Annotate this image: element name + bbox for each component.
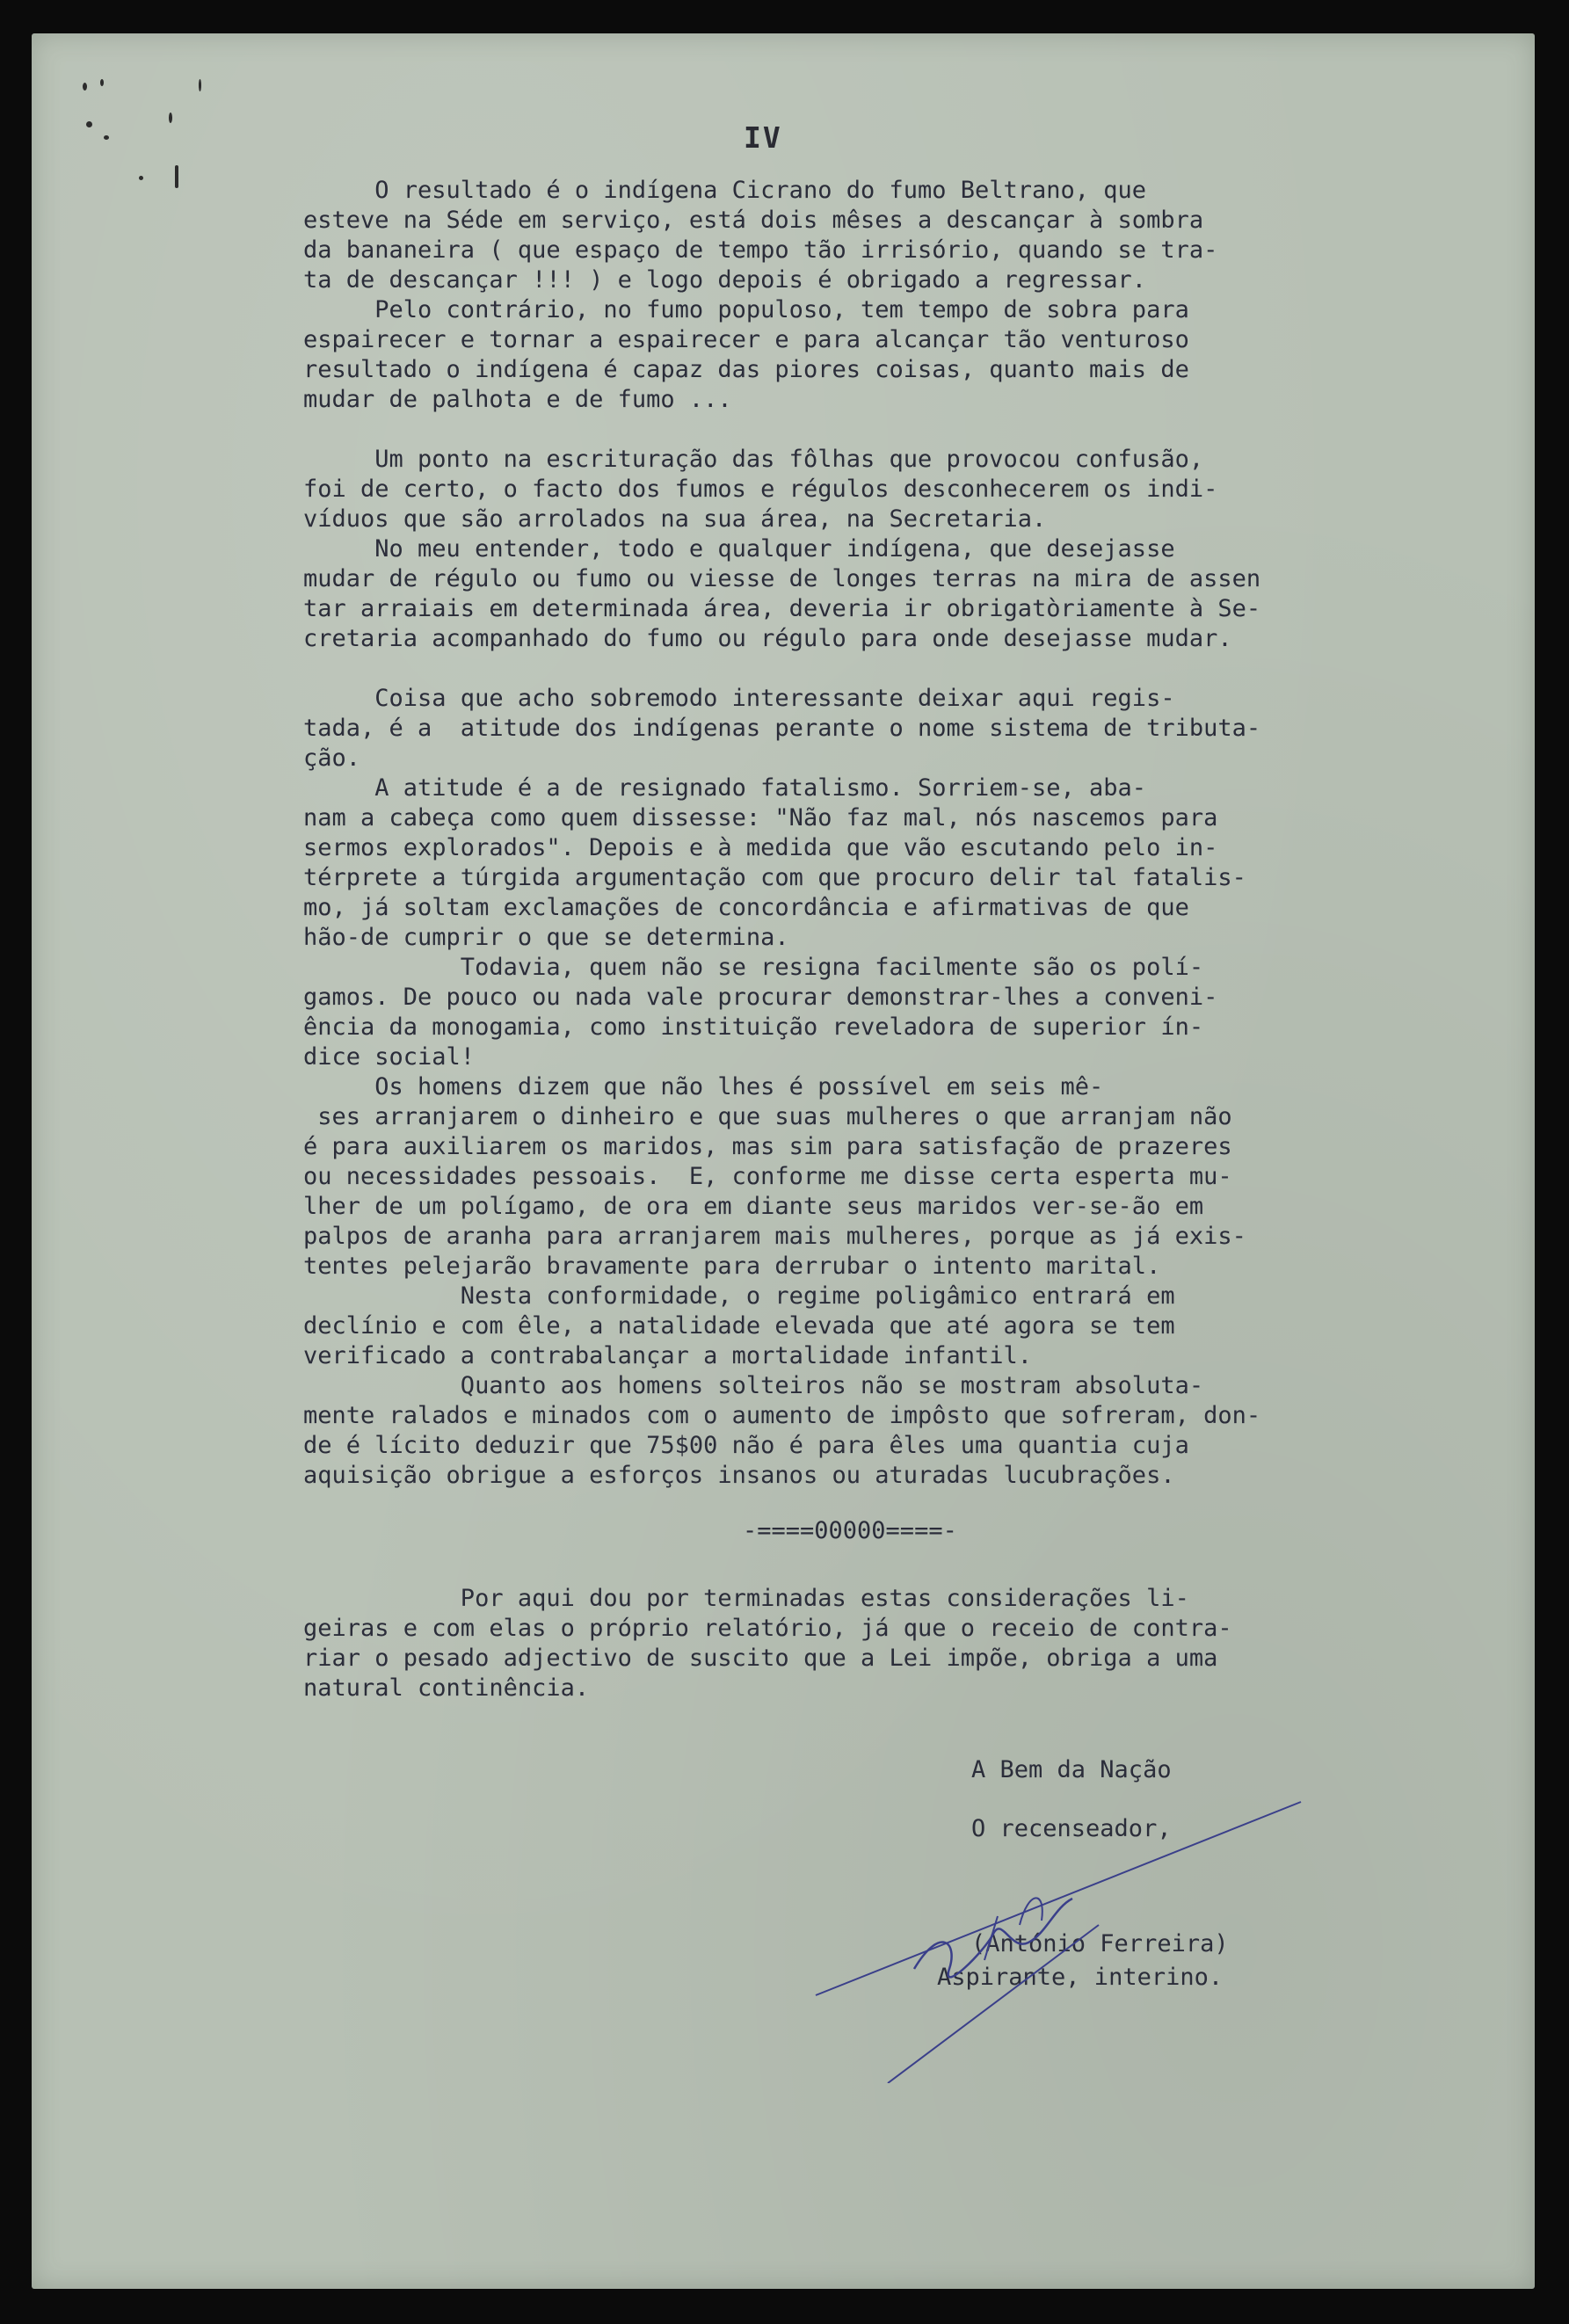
text-line: resultado o indígena é capaz das piores coisas, quanto mais de [303, 356, 1189, 383]
ink-speck [104, 135, 109, 140]
ink-speck [169, 113, 172, 123]
handwritten-signature [809, 1793, 1336, 2083]
ink-speck [139, 176, 143, 180]
text-line: hão-de cumprir o que se determina. [303, 924, 789, 951]
text-line: ência da monogamia, como instituição reveladora de superior ín- [303, 1013, 1204, 1041]
text-line: No meu entender, todo e qualquer indígena, que desejasse [303, 535, 1175, 563]
text-line: mudar de régulo ou fumo ou viesse de longes terras na mira de assen [303, 565, 1261, 592]
signer-role: O recenseador, [971, 1815, 1172, 1842]
section-separator: -====00000====- [743, 1517, 957, 1544]
text-line: Coisa que acho sobremodo interessante deixar aqui regis- [303, 685, 1175, 712]
text-line: Os homens dizem que não lhes é possível em seis mê- [303, 1073, 1104, 1100]
text-line: gamos. De pouco ou nada vale procurar demonstrar-lhes a conveni- [303, 984, 1218, 1011]
text-line: térprete a túrgida argumentação com que procuro delir tal fatalis- [303, 864, 1246, 891]
text-line: O resultado é o indígena Cicrano do fumo Beltrano, que [303, 177, 1147, 204]
text-line: verificado a contrabalançar a mortalidade infantil. [303, 1342, 1033, 1369]
ink-speck [86, 121, 92, 127]
text-line: riar o pesado adjectivo de suscito que a Lei impõe, obriga a uma [303, 1645, 1218, 1672]
text-line: da bananeira ( que espaço de tempo tão irrisório, quando se tra- [303, 236, 1218, 264]
text-line: espairecer e tornar a espairecer e para alcançar tão venturoso [303, 326, 1189, 353]
text-line: Todavia, quem não se resigna facilmente são os polí- [303, 954, 1204, 981]
text-line: Um ponto na escrituração das fôlhas que provocou confusão, [303, 446, 1204, 473]
text-line: declínio e com êle, a natalidade elevada que até agora se tem [303, 1312, 1175, 1340]
text-line: mente ralados e minados com o aumento de impôsto que sofreram, don- [303, 1402, 1261, 1429]
text-line: dice social! [303, 1043, 476, 1071]
text-line: Nesta conformidade, o regime poligâmico entrará em [303, 1282, 1175, 1310]
text-line: aquisição obrigue a esforços insanos ou aturadas lucubrações. [303, 1462, 1175, 1489]
signer-title: Aspirante, interino. [937, 1964, 1224, 1991]
text-line: tada, é a atitude dos indígenas perante o nome sistema de tributa- [303, 715, 1261, 742]
text-line: cretaria acompanhado do fumo ou régulo para onde desejasse mudar. [303, 625, 1232, 652]
text-line: ta de descançar !!! ) e logo depois é obrigado a regressar. [303, 266, 1147, 294]
text-line: natural continência. [303, 1674, 590, 1702]
ink-speck [175, 165, 178, 188]
ink-speck [83, 83, 87, 91]
paragraph-gap [303, 415, 1490, 445]
closing-paragraph [303, 1584, 1232, 1703]
text-line: geiras e com elas o próprio relatório, já que o receio de contra- [303, 1615, 1232, 1642]
text-line: nam a cabeça como quem dissesse: "Não faz mal, nós nascemos para [303, 804, 1218, 832]
body-text [303, 176, 1490, 1491]
text-line: mo, já soltam exclamações de concordância e afirmativas de que [303, 894, 1189, 921]
text-line: mudar de palhota e de fumo ... [303, 386, 732, 413]
text-line: Quanto aos homens solteiros não se mostram absoluta- [303, 1372, 1204, 1399]
text-line: de é lícito deduzir que 75$00 não é para êles uma quantia cuja [303, 1432, 1189, 1459]
text-line: foi de certo, o facto dos fumos e régulos desconhecerem os indi- [303, 476, 1218, 503]
signer-name: (António Ferreira) [971, 1930, 1229, 1957]
ink-speck [199, 79, 201, 91]
text-line: A atitude é a de resignado fatalismo. Sorriem-se, aba- [303, 774, 1147, 802]
text-line: palpos de aranha para arranjarem mais mulheres, porque as já exis- [303, 1223, 1246, 1250]
text-line: ou necessidades pessoais. E, conforme me disse certa esperta mu- [303, 1163, 1232, 1190]
text-line: ses arranjarem o dinheiro e que suas mulheres o que arranjam não [303, 1103, 1232, 1130]
text-line: ção. [303, 744, 361, 772]
text-line: víduos que são arrolados na sua área, na Secretaria. [303, 505, 1047, 533]
text-line: é para auxiliarem os maridos, mas sim para satisfação de prazeres [303, 1133, 1232, 1160]
page-number: IV [744, 120, 782, 155]
text-line: tar arraiais em determinada área, deveria ir obrigatòriamente à Se- [303, 595, 1261, 622]
text-line: Por aqui dou por terminadas estas considerações li- [303, 1585, 1189, 1612]
paragraph-gap [303, 654, 1490, 684]
text-line: esteve na Séde em serviço, está dois mêses a descançar à sombra [303, 207, 1204, 234]
text-line: sermos explorados". Depois e à medida que vão escutando pelo in- [303, 834, 1218, 861]
text-line: lher de um polígamo, de ora em diante seus maridos ver-se-ão em [303, 1193, 1204, 1220]
salutation: A Bem da Nação [971, 1756, 1172, 1783]
ink-speck [100, 79, 104, 86]
text-line: Pelo contrário, no fumo populoso, tem tempo de sobra para [303, 296, 1189, 323]
text-line: tentes pelejarão bravamente para derrubar o intento marital. [303, 1253, 1161, 1280]
